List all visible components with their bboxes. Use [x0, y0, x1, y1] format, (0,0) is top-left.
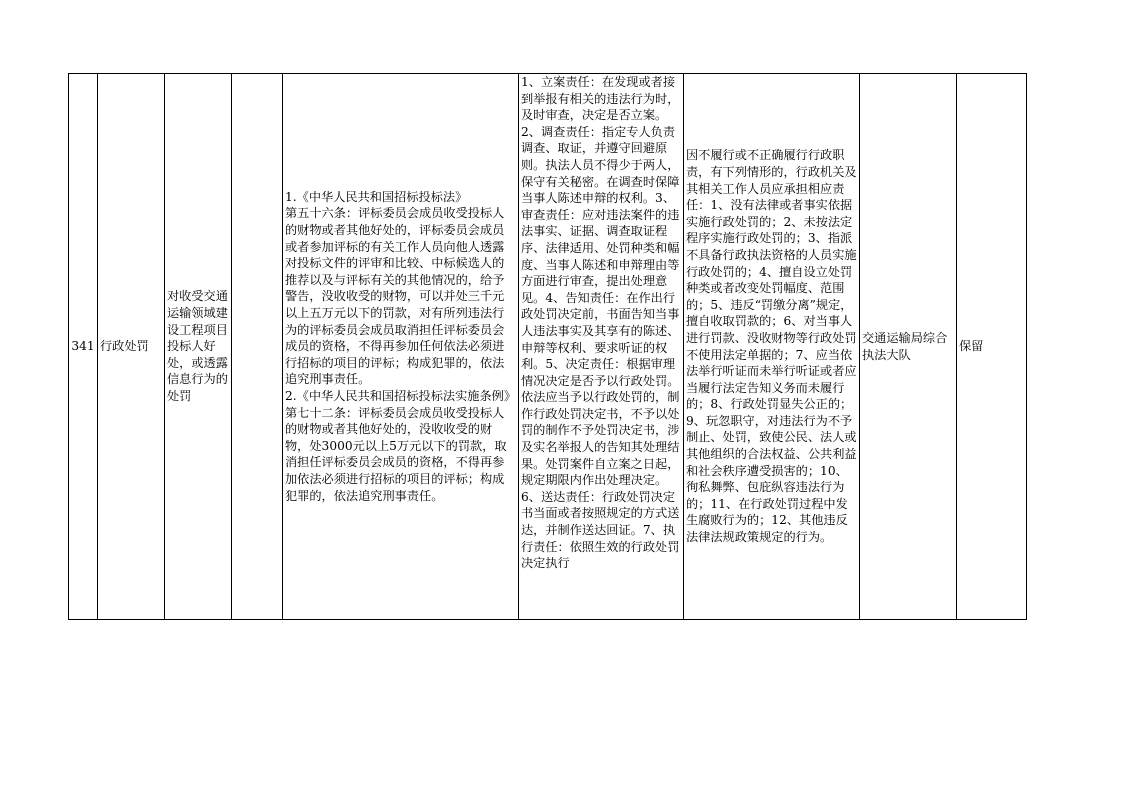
department-cell: 交通运输局综合执法大队 [860, 74, 957, 620]
legal-basis-cell [283, 74, 519, 620]
item-name-cell: 对收受交通运输领域建设工程项目投标人好处，或透露信息行为的处罚 [165, 74, 232, 620]
basis-law-title-2: 2.《中华人民共和国招标投标法实施条例》 [285, 388, 517, 403]
sub-item-cell [232, 74, 283, 620]
accountability-cell: 因不履行或不正确履行行政职责，有下列情形的，行政机关及其相关工作人员应承担相应责任：1、没有法律或者事实依据实施行政处罚的；2、未按法定程序实施行政处罚的；3、指派不具备行政执法资格的人员实施行政处罚的；4、擅自设立处罚种类或者改变处罚幅度、范围的；5、违反“罚缴分离”规定，擅自收取罚款的；6、对当事人进行罚款、没收财物等行政处罚不使用法定单据的；7、应当依法举行听证而未举行听证或者应当履行法定告知义务而未履行的；8、行政处罚显失公正的；9、玩忽职守，对违法行为不予制止、处罚，致使公民、法人或其他组织的合法权益、公共利益和社会秩序遭受损害的；10、徇私舞弊、包庇纵容违法行为的；11、在行政处罚过程中发生腐败行为的；12、其他违反法律法规政策规定的行为。 [684, 74, 860, 620]
category-cell: 行政处罚 [98, 74, 165, 620]
responsibility-text: 1、立案责任：在发现或者接到举报有相关的违法行为时，及时审查，决定是否立案。2、调查责任：指定专人负责调查、取证，并遵守回避原则。执法人员不得少于两人，保守有关秘密。在调查时保障当事人陈述申辩的权利。3、审查责任：应对违法案件的违法事实、证据、调查取证程序、法律适用、处罚种类和幅度、当事人陈述和申辩理由等方面进行审查，提出处理意见。4、告知责任：在作出行政处罚决定前，书面告知当事人违法事实及其享有的陈述、申辩等权利、要求听证的权利。5、决定责任：根据审理情况决定是否予以行政处罚。依法应当予以行政处罚的，制作行政处罚决定书，不予以处罚的制作不予处罚决定书，涉及实名举报人的告知其处理结果。处罚案件自立案之日起，规定期限内作出处理决定。6、送达责任：行政处罚决定书当面或者按照规定的方式送达，并制作送达回证。7、执行责任：依照生效的行政处罚决定执行 [521, 75, 680, 571]
basis-article-1: 第五十六条：评标委员会成员收受投标人的财物或者其他好处的，评标委员会成员或者参加评标的有关工作人员向他人透露对投标文件的评审和比较、中标候选人的推荐以及与评标有关的其他情况的，给予警告，没收收受的财物，可以并处三千元以上五万元以下的罚款，对有所列违法行为的评标委员会成员取消担任评标委员会成员的资格，不得再参加任何依法必须进行招标的项目的评标；构成犯罪的，依法追究刑事责任。 [285, 206, 505, 387]
basis-law-title-1: 1.《中华人民共和国招标投标法》 [285, 189, 468, 204]
table-row [69, 74, 1027, 620]
remark-cell: 保留 [957, 74, 1027, 620]
basis-article-2: 第七十二条：评标委员会成员收受投标人的财物或者其他好处的，没收收受的财物，处3000元以上5万元以下的罚款，取消担任评标委员会成员的资格，不得再参加依法必须进行招标的项目的评标；构成犯罪的，依法追究刑事责任。 [285, 405, 507, 503]
item-number-cell: 341 [69, 74, 98, 620]
power-list-table [68, 73, 1027, 620]
responsibility-cell [519, 74, 684, 620]
